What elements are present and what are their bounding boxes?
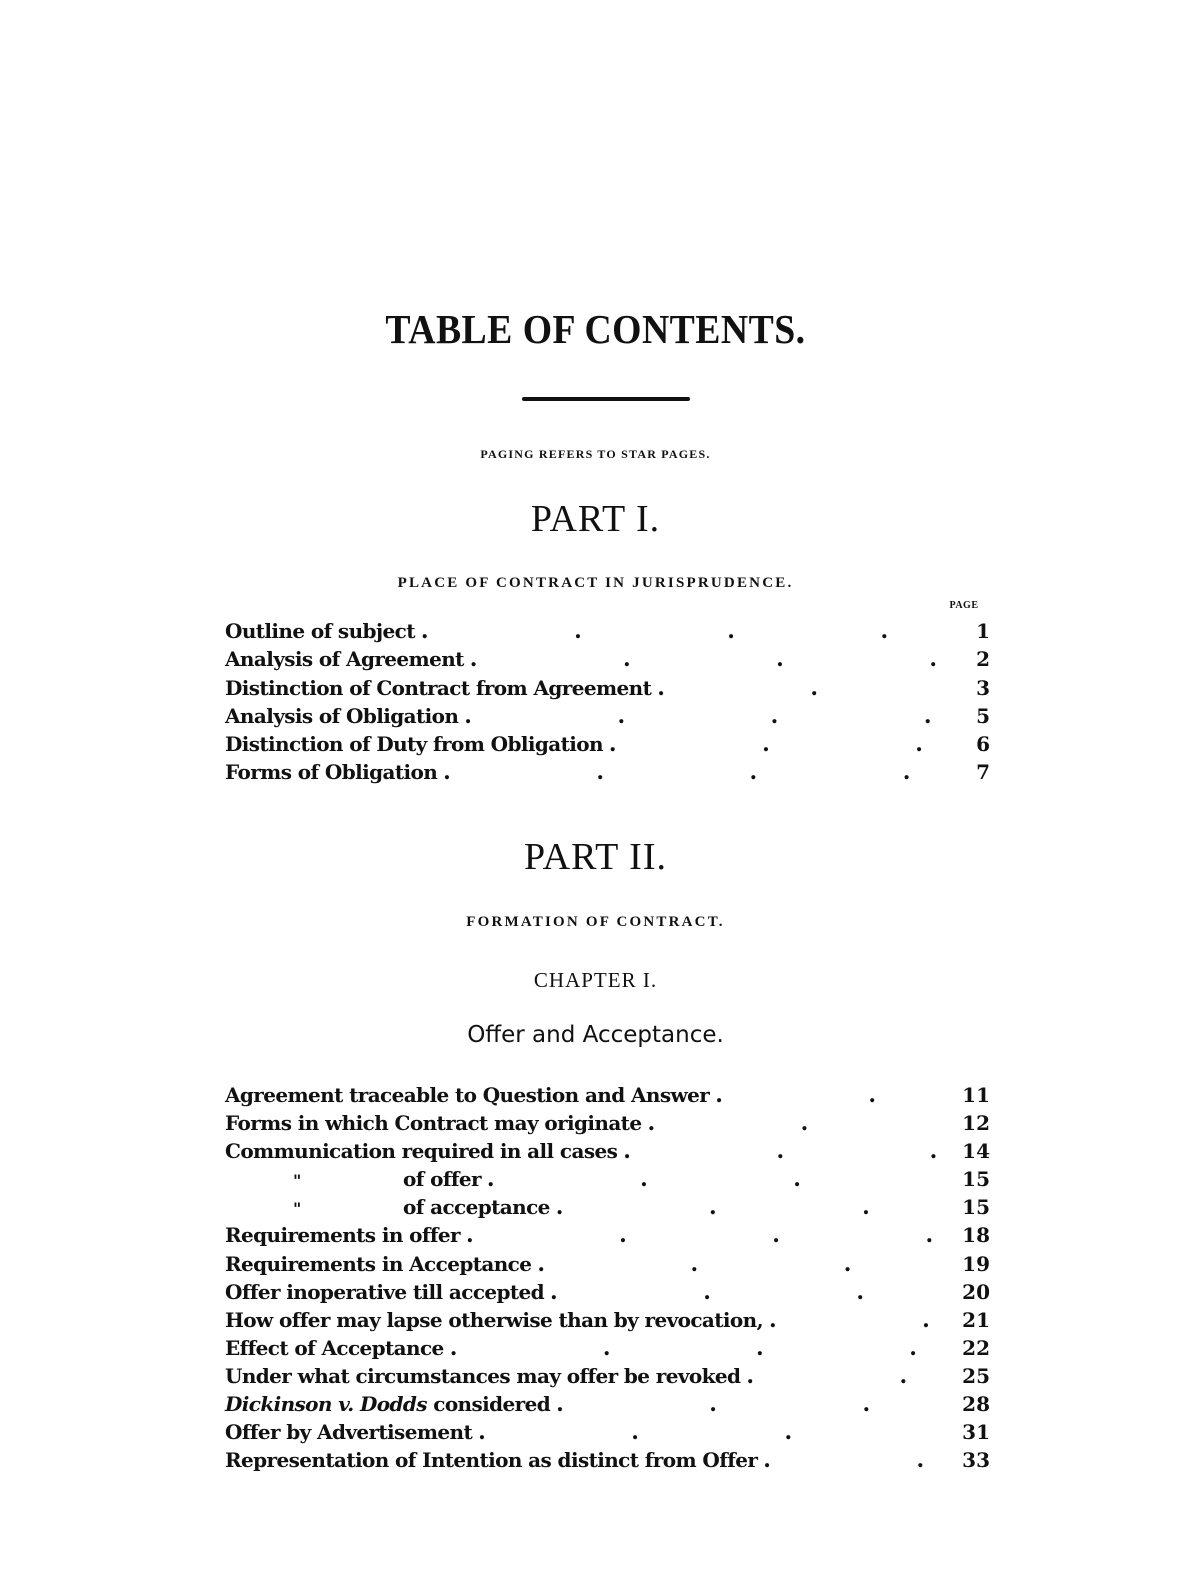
toc-entry <box>225 758 990 786</box>
chapter-heading: CHAPTER I. <box>533 968 658 992</box>
part-one-heading: PART I. <box>530 498 661 540</box>
toc-entry-page: 15 <box>962 1195 990 1220</box>
toc-entry <box>225 1418 990 1446</box>
toc-entry-text: Effect of Acceptance <box>225 1335 444 1360</box>
dot-leader <box>769 1306 938 1334</box>
dot-leader <box>647 1109 938 1137</box>
toc-entry-text: How offer may lapse otherwise than by revocation, <box>225 1307 763 1332</box>
toc-entry <box>225 1081 990 1109</box>
toc-entry-page: 14 <box>962 1139 990 1164</box>
dot-leader <box>464 702 938 730</box>
toc-entry-page: 28 <box>962 1392 990 1417</box>
toc-entry-text: of acceptance <box>403 1195 550 1220</box>
toc-entry-page: 19 <box>962 1251 990 1276</box>
toc-entry-text: considered <box>426 1392 551 1417</box>
toc-entry <box>225 1221 990 1249</box>
toc-entry <box>225 702 990 730</box>
toc-entry-page: 11 <box>962 1083 990 1107</box>
toc-entry-page: 18 <box>962 1223 990 1248</box>
toc-entry-page: 2 <box>976 647 990 672</box>
toc-entry <box>225 1137 990 1165</box>
toc-entry <box>225 645 990 673</box>
toc-entry-text: Forms of Obligation <box>225 760 438 785</box>
toc-entry-text: Under what circumstances may offer be revoked <box>225 1363 741 1388</box>
dot-leader <box>657 674 938 702</box>
toc-entry-text: Representation of Intention as distinct from Offer <box>225 1448 758 1473</box>
toc-entry-page: 33 <box>962 1448 990 1473</box>
dot-leader <box>550 1278 938 1306</box>
toc-entry-page: 31 <box>962 1420 990 1445</box>
toc-entry <box>225 1165 990 1193</box>
toc-entry <box>225 1109 990 1137</box>
toc-entry-page: 20 <box>962 1279 990 1304</box>
toc-entry-text: Requirements in Acceptance <box>225 1251 532 1276</box>
toc-entry-page: 6 <box>976 732 990 757</box>
toc-entry <box>225 1334 990 1362</box>
toc-entry-text: Offer inoperative till accepted <box>225 1279 545 1304</box>
toc-entry <box>225 730 990 758</box>
dot-leader <box>556 1193 938 1221</box>
part-two-subtitle: FORMATION OF CONTRACT. <box>466 914 725 930</box>
title-rule-divider <box>522 397 690 401</box>
toc-entry-text: Requirements in offer <box>225 1223 460 1248</box>
toc-entry-page: 25 <box>962 1363 990 1388</box>
toc-entry-text-group <box>225 1390 550 1418</box>
toc-entry-text: of offer <box>403 1167 481 1192</box>
toc-entry-page: 15 <box>962 1167 990 1192</box>
dot-leader <box>443 758 938 786</box>
dot-leader <box>537 1250 938 1278</box>
ditto-mark: " <box>293 1171 301 1191</box>
toc-entry <box>225 1306 990 1334</box>
toc-entry-page: 3 <box>976 675 990 700</box>
toc-entry <box>225 1362 990 1390</box>
toc-entry-text: Distinction of Contract from Agreement <box>225 675 652 700</box>
toc-entry-text: Outline of subject <box>225 619 415 643</box>
toc-entry-text: Forms in which Contract may originate <box>225 1111 642 1136</box>
toc-entry-page: 12 <box>962 1111 990 1136</box>
toc-entry <box>225 1390 990 1418</box>
dot-leader <box>623 1137 938 1165</box>
chapter-one-contents-list <box>225 1081 990 1474</box>
toc-entry-text-group <box>225 1193 550 1223</box>
dot-leader <box>715 1081 938 1109</box>
part-one-subtitle: PLACE OF CONTRACT IN JURISPRUDENCE. <box>397 575 794 591</box>
ditto-mark: " <box>293 1199 301 1219</box>
part-two-heading: PART II. <box>524 836 667 878</box>
toc-entry-page: 22 <box>962 1335 990 1360</box>
dot-leader <box>609 730 938 758</box>
page-column-label: PAGE <box>949 600 979 611</box>
dot-leader <box>763 1446 938 1474</box>
chapter-title: Offer and Acceptance. <box>467 1022 724 1048</box>
toc-entry-text-group <box>225 1165 481 1195</box>
toc-entry-text: Offer by Advertisement <box>225 1420 473 1445</box>
toc-entry <box>225 617 990 645</box>
toc-entry-text: Agreement traceable to Question and Answer <box>225 1083 710 1107</box>
toc-entry-text: Analysis of Obligation <box>225 703 459 728</box>
toc-entry-text: Distinction of Duty from Obligation <box>225 732 603 757</box>
toc-entry-text: Communication required in all cases <box>225 1139 618 1164</box>
toc-entry-page: 21 <box>962 1307 990 1332</box>
dot-leader <box>421 617 938 645</box>
paging-note: PAGING REFERS TO STAR PAGES. <box>480 447 711 461</box>
toc-entry <box>225 1278 990 1306</box>
dot-leader <box>450 1334 938 1362</box>
toc-entry <box>225 1193 990 1221</box>
dot-leader <box>466 1221 938 1249</box>
case-name: Dickinson v. Dodds <box>225 1392 427 1417</box>
dot-leader <box>746 1362 938 1390</box>
toc-entry <box>225 674 990 702</box>
toc-entry <box>225 1250 990 1278</box>
toc-entry <box>225 1446 990 1474</box>
dot-leader <box>556 1390 938 1418</box>
dot-leader <box>478 1418 938 1446</box>
toc-entry-page: 1 <box>976 619 990 643</box>
part-one-contents-list <box>225 617 990 787</box>
toc-entry-page: 5 <box>976 703 990 728</box>
toc-entry-text: Analysis of Agreement <box>225 647 464 672</box>
dot-leader <box>470 645 938 673</box>
toc-entry-page: 7 <box>976 760 990 785</box>
page-title: TABLE OF CONTENTS. <box>385 306 806 352</box>
dot-leader <box>487 1165 938 1193</box>
